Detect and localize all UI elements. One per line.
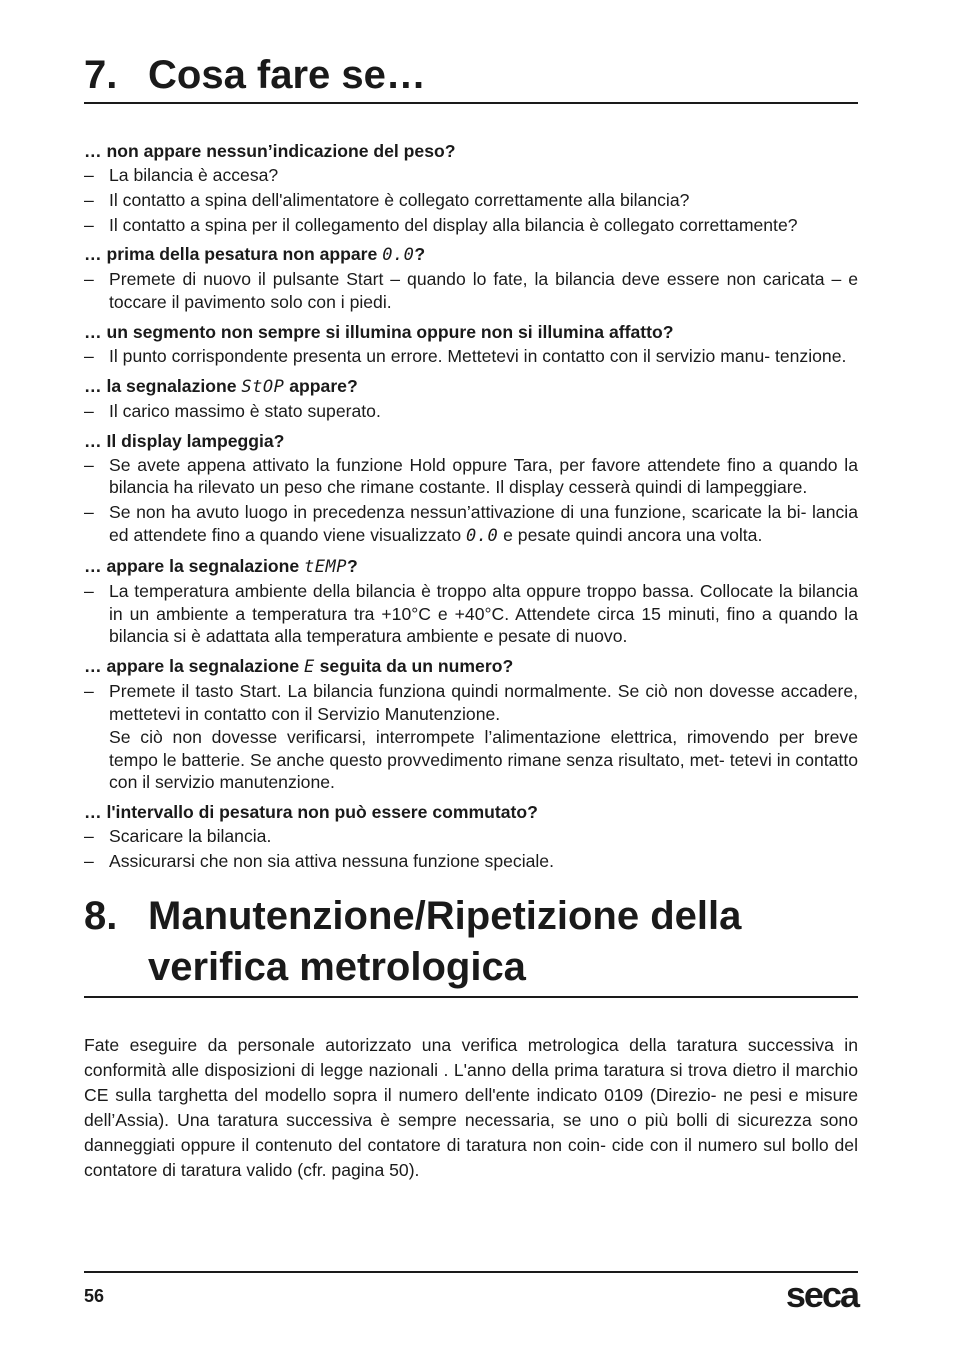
section-8-title-line-1: Manutenzione/Ripetizione della: [148, 893, 742, 938]
faq-question: [84, 801, 858, 823]
bullet-dash: –: [84, 165, 94, 185]
faq-answer: [84, 214, 858, 237]
faq-answer: [84, 454, 858, 500]
section-7-rule: [84, 102, 858, 104]
faq-answer: [84, 501, 858, 548]
faq-answer: [84, 825, 858, 848]
text-run: Se non ha avuto luogo in precedenza nessun’attivazione di una funzione, scaricate la bi- lancia ed attendete fino a quando viene visualizzato: [109, 502, 858, 545]
faq-question: [84, 655, 858, 678]
text-run: Il punto corrispondente presenta un errore. Mettetevi in contatto con il servizio manu- tenzione.: [109, 345, 847, 366]
faq-answer: [84, 164, 858, 187]
section-8: [84, 891, 858, 1183]
text-run: … un segmento non sempre si illumina oppure non si illumina affatto?: [84, 321, 674, 342]
answer-text: [109, 189, 858, 212]
text-run: Il carico massimo è stato superato.: [109, 400, 381, 421]
bullet-dash: –: [84, 269, 94, 290]
text-run: ?: [414, 244, 426, 265]
footer-rule: [84, 1271, 858, 1273]
page-footer: [84, 1271, 858, 1315]
answer-continuation: Se ciò non dovesse verificarsi, interrompete l’alimentazione elettrica, rimovendo per breve tempo le batterie. Se anche questo provvedimento rimane senza risultato, met- tetevi in contatto con il servizio manutenzione.: [109, 726, 858, 793]
bullet-dash: –: [84, 189, 94, 210]
bullet-dash: –: [84, 580, 94, 601]
text-run: appare?: [284, 375, 358, 396]
faq-answer: [84, 400, 858, 423]
text-run: La temperatura ambiente della bilancia è troppo alta oppure troppo bassa. Collocate la bilancia in un ambiente a temperatura tra +10°C e +40°C. Attendete circa 15 minuti, fino a quando la bilancia si è adattata alla temperatura ambiente e pesate di nuovo.: [109, 580, 858, 647]
bullet-dash: –: [84, 345, 94, 366]
display-symbol: E: [304, 657, 315, 678]
answer-text: [109, 680, 858, 726]
answer-text: [109, 454, 858, 500]
answer-text: [109, 268, 858, 314]
faq-question: [84, 243, 858, 266]
faq-answer: [84, 850, 858, 873]
faq-question: [84, 430, 858, 452]
section-8-number: 8.: [84, 893, 118, 938]
section-7-heading: [84, 50, 858, 100]
text-run: La bilancia è accesa?: [109, 165, 279, 185]
faq-question: [84, 321, 858, 343]
bullet-dash: –: [84, 502, 94, 523]
bullet-dash: –: [84, 214, 94, 235]
answer-text: [109, 164, 858, 187]
text-run: … appare la segnalazione: [84, 555, 304, 576]
bullet-dash: –: [84, 681, 94, 702]
text-run: … appare la segnalazione: [84, 656, 304, 677]
text-run: e pesate quindi ancora una volta.: [498, 524, 763, 545]
bullet-dash: –: [84, 850, 94, 871]
answer-text: [109, 580, 858, 648]
faq-answer: [84, 680, 858, 726]
answer-text: [109, 850, 858, 873]
seca-logo: seca: [785, 1274, 858, 1315]
section-7-title: Cosa fare se…: [148, 53, 426, 97]
answer-text: [109, 345, 858, 368]
faq-list: [84, 140, 858, 873]
answer-text: [109, 214, 858, 237]
page-number: 56: [84, 1285, 105, 1306]
section-7-number: 7.: [84, 53, 118, 97]
page-content: [84, 50, 858, 1200]
answer-text: [109, 400, 858, 423]
text-run: Premete di nuovo il pulsante Start – quando lo fate, la bilancia deve essere non caricata – e toccare il pavimento solo con i piedi.: [109, 269, 858, 313]
section-8-body: Fate eseguire da personale autorizzato una verifica metrologica della taratura successiva in conformità alle disposizioni di legge nazionali . L'anno della prima taratura si trova dietro il marchio CE sulla targhetta del modello sopra il numero dell'ente indicato 0109 (Direzio- ne pesi e misure dell’Assia). Una taratura successiva è sempre necessaria, se uno o più bolli di sicurezza sono danneggiati oppure il contenuto del contatore di taratura non coin- cide con il numero sul bollo del contatore di taratura valido (cfr. pagina 50).: [84, 1034, 858, 1180]
faq-answer: [84, 580, 858, 648]
section-8-title: [148, 891, 858, 993]
faq-question: [84, 375, 858, 398]
text-run: … la segnalazione: [84, 375, 242, 396]
bullet-dash: –: [84, 400, 94, 421]
display-symbol: 0.0: [382, 245, 415, 266]
text-run: … prima della pesatura non appare: [84, 244, 383, 265]
section-8-heading: [84, 891, 858, 993]
text-run: ?: [346, 555, 358, 576]
text-run: seguita da un numero?: [314, 656, 514, 677]
section-7: [84, 50, 858, 873]
section-8-rule: [84, 996, 858, 998]
text-run: Se avete appena attivato la funzione Hold oppure Tara, per favore attendete fino a quando la bilancia ha rilevato un peso che rimane costante. Il display cesserà quindi di lampeggiare.: [109, 454, 858, 498]
text-run: … non appare nessun’indicazione del peso?: [84, 141, 456, 161]
display-symbol: tEMP: [304, 556, 347, 577]
answer-text: [109, 825, 858, 848]
faq-answer: [84, 268, 858, 314]
text-run: Il contatto a spina dell'alimentatore è collegato correttamente alla bilancia?: [109, 189, 690, 210]
faq-question: [84, 140, 858, 162]
text-run: Scaricare la bilancia.: [109, 826, 272, 847]
display-symbol: 0.0: [466, 525, 499, 546]
bullet-dash: –: [84, 454, 94, 475]
display-symbol: StOP: [241, 376, 285, 397]
text-run: … l'intervallo di pesatura non può essere commutato?: [84, 802, 538, 823]
faq-answer: [84, 345, 858, 368]
text-run: Premete il tasto Start. La bilancia funziona quindi normalmente. Se ciò non dovesse accadere, mettetevi in contatto con il Servizio Manutenzione.: [109, 681, 858, 724]
answer-text: [109, 501, 858, 548]
bullet-dash: –: [84, 826, 94, 847]
text-run: … Il display lampeggia?: [84, 430, 285, 451]
faq-answer: [84, 189, 858, 212]
faq-question: [84, 555, 858, 578]
section-8-title-line-2: verifica metrologica: [148, 944, 526, 989]
text-run: Il contatto a spina per il collegamento del display alla bilancia è collegato correttamente?: [109, 214, 798, 235]
text-run: Assicurarsi che non sia attiva nessuna funzione speciale.: [109, 850, 554, 871]
